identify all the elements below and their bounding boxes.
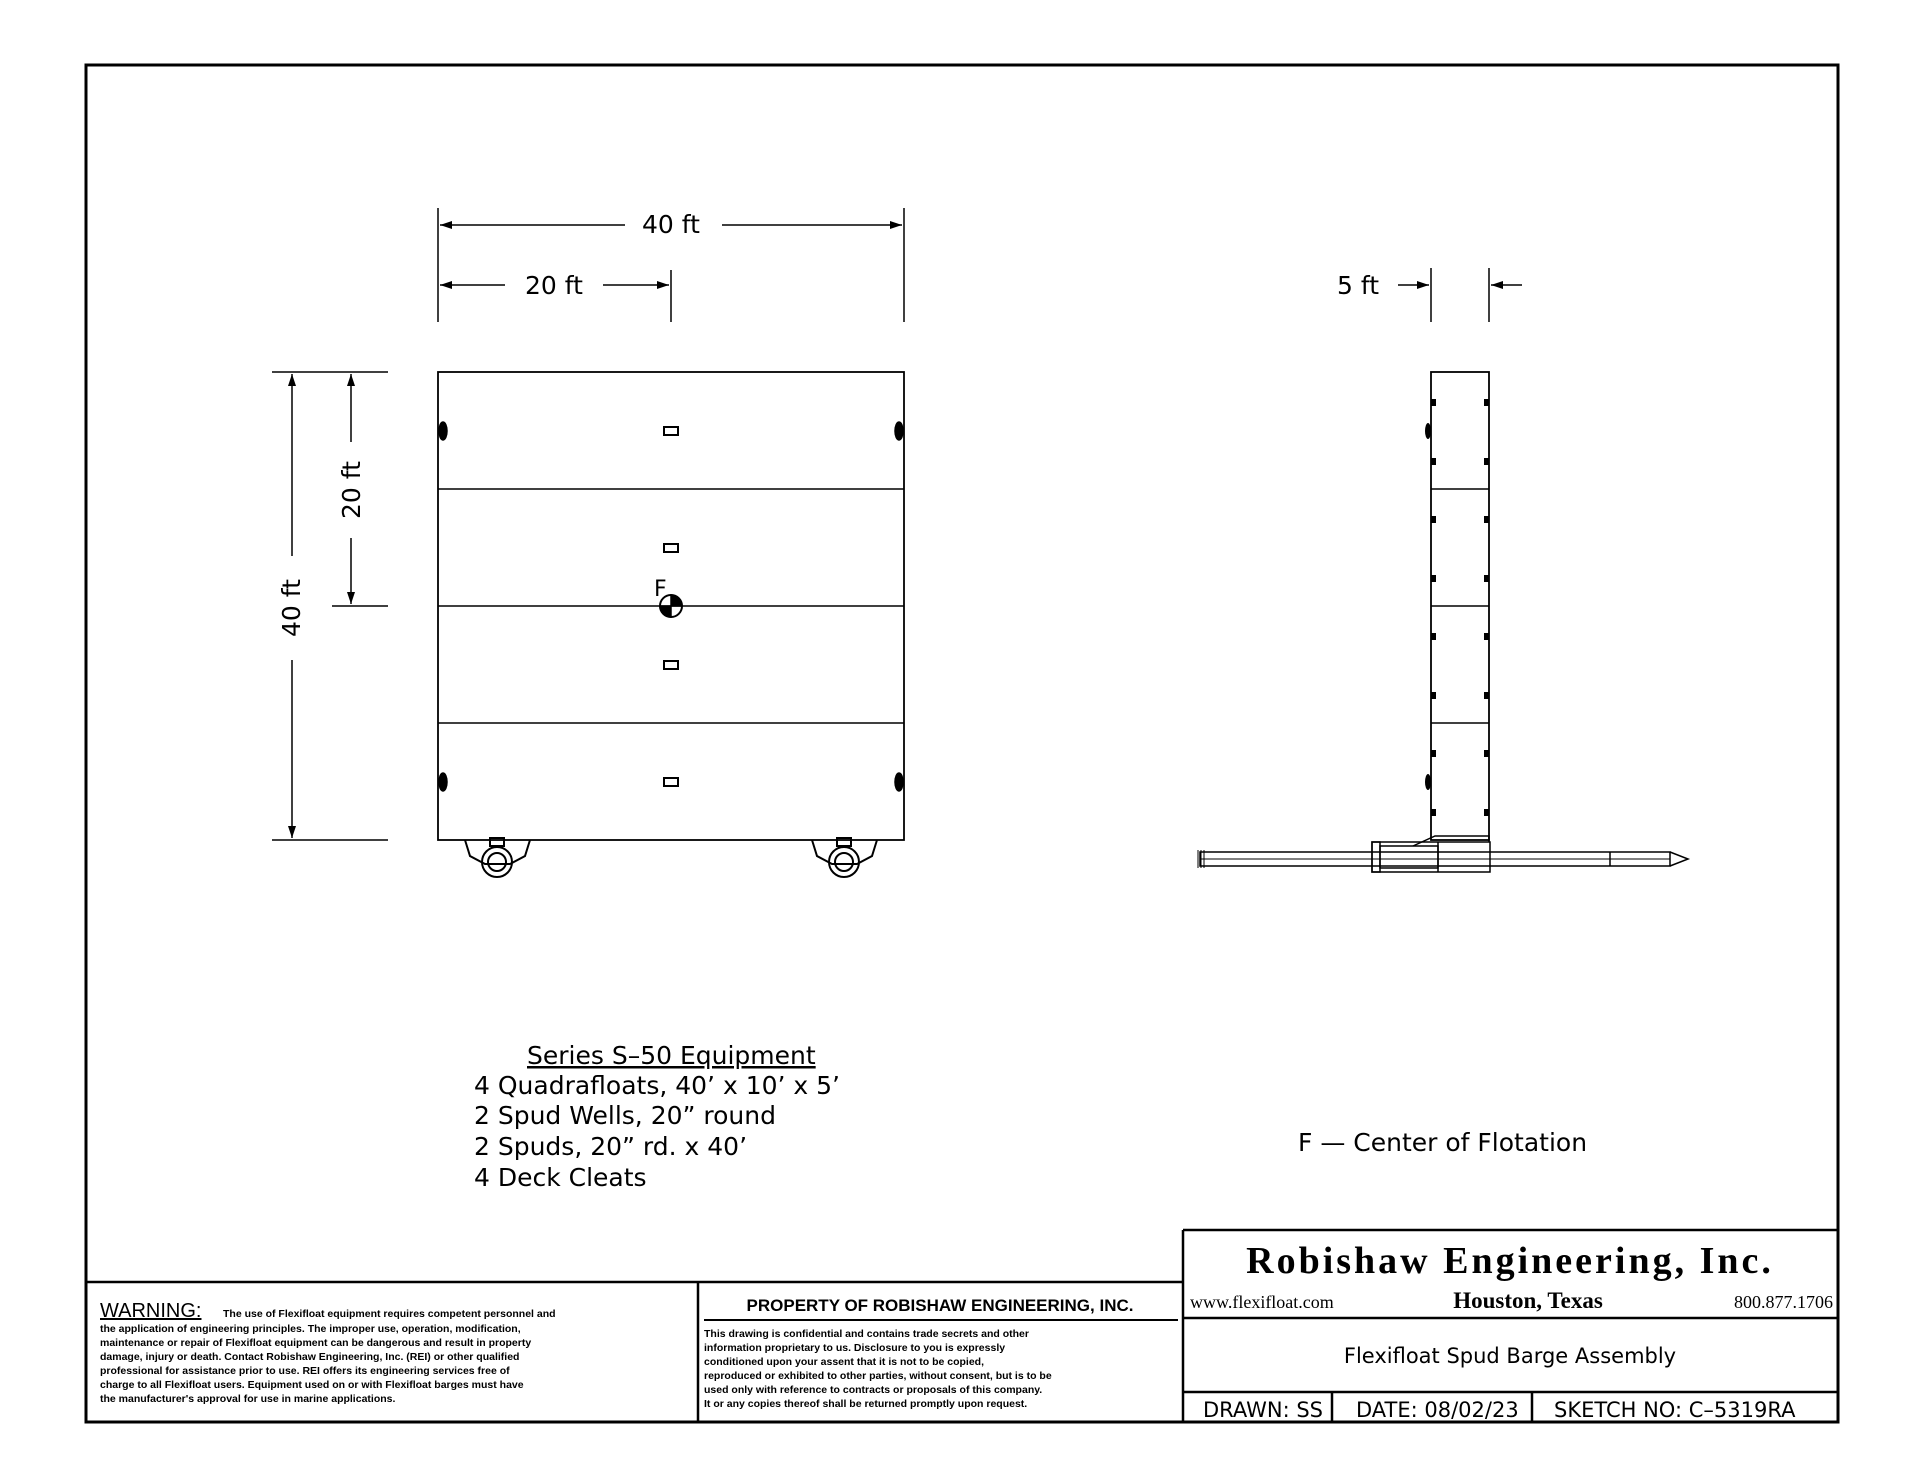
equipment-item: 2 Spuds, 20” rd. x 40’ xyxy=(474,1132,748,1161)
dim-half-length: 20 ft xyxy=(337,461,366,519)
property-heading: PROPERTY OF ROBISHAW ENGINEERING, INC. xyxy=(746,1296,1134,1315)
side-view xyxy=(1198,268,1688,872)
company-website: www.flexifloat.com xyxy=(1190,1292,1334,1312)
warning-line: professional for assistance prior to use. REI offers its engineering services free of xyxy=(100,1365,510,1377)
drawing-date: DATE: 08/02/23 xyxy=(1356,1398,1519,1422)
equipment-item: 4 Quadrafloats, 40’ x 10’ x 5’ xyxy=(474,1071,840,1100)
property-line: reproduced or exhibited to other parties, without consent, but is to be xyxy=(704,1370,1052,1382)
equipment-title: Series S–50 Equipment xyxy=(527,1041,816,1070)
property-line: It or any copies thereof shall be returned promptly upon request. xyxy=(704,1398,1028,1410)
drawing-border xyxy=(86,65,1838,1422)
warning-line: charge to all Flexifloat users. Equipment used on or with Flexifloat barges must have xyxy=(100,1379,524,1391)
property-line: conditioned upon your assent that it is not to be copied, xyxy=(704,1356,985,1368)
drawing-title: Flexifloat Spud Barge Assembly xyxy=(1343,1344,1677,1368)
company-name: Robishaw Engineering, Inc. xyxy=(1246,1240,1774,1282)
warning-line: maintenance or repair of Flexifloat equipment can be dangerous and result in property xyxy=(100,1337,532,1349)
warning-line: damage, injury or death. Contact Robishaw Engineering, Inc. (REI) or other qualified xyxy=(100,1351,520,1363)
property-line: used only with reference to contracts or proposals of this company. xyxy=(704,1384,1043,1396)
plan-view xyxy=(272,208,904,877)
warning-line: the application of engineering principles. The improper use, operation, modification, xyxy=(100,1323,521,1335)
dim-overall-length: 40 ft xyxy=(277,579,306,637)
sketch-number: SKETCH NO: C–5319RA xyxy=(1554,1398,1796,1422)
legend-text: F — Center of Flotation xyxy=(1298,1128,1588,1157)
warning-line: the manufacturer's approval for use in marine applications. xyxy=(100,1393,396,1405)
property-line: information proprietary to us. Disclosure to you is expressly xyxy=(704,1342,1006,1354)
drawn-by: DRAWN: SS xyxy=(1203,1398,1324,1422)
property-block xyxy=(704,1296,1178,1410)
dim-depth: 5 ft xyxy=(1336,271,1380,300)
property-line: This drawing is confidential and contains trade secrets and other xyxy=(704,1328,1029,1340)
dim-half-width: 20 ft xyxy=(525,271,583,300)
company-phone: 800.877.1706 xyxy=(1734,1292,1833,1312)
center-of-flotation-marker: F xyxy=(654,577,667,602)
warning-line: The use of Flexifloat equipment requires competent personnel and xyxy=(223,1308,556,1320)
warning-heading: WARNING: xyxy=(100,1300,202,1322)
warning-block xyxy=(100,1300,556,1405)
company-location: Houston, Texas xyxy=(1453,1288,1603,1313)
equipment-item: 4 Deck Cleats xyxy=(474,1163,647,1192)
equipment-item: 2 Spud Wells, 20” round xyxy=(474,1101,776,1130)
dim-overall-width: 40 ft xyxy=(642,210,700,239)
